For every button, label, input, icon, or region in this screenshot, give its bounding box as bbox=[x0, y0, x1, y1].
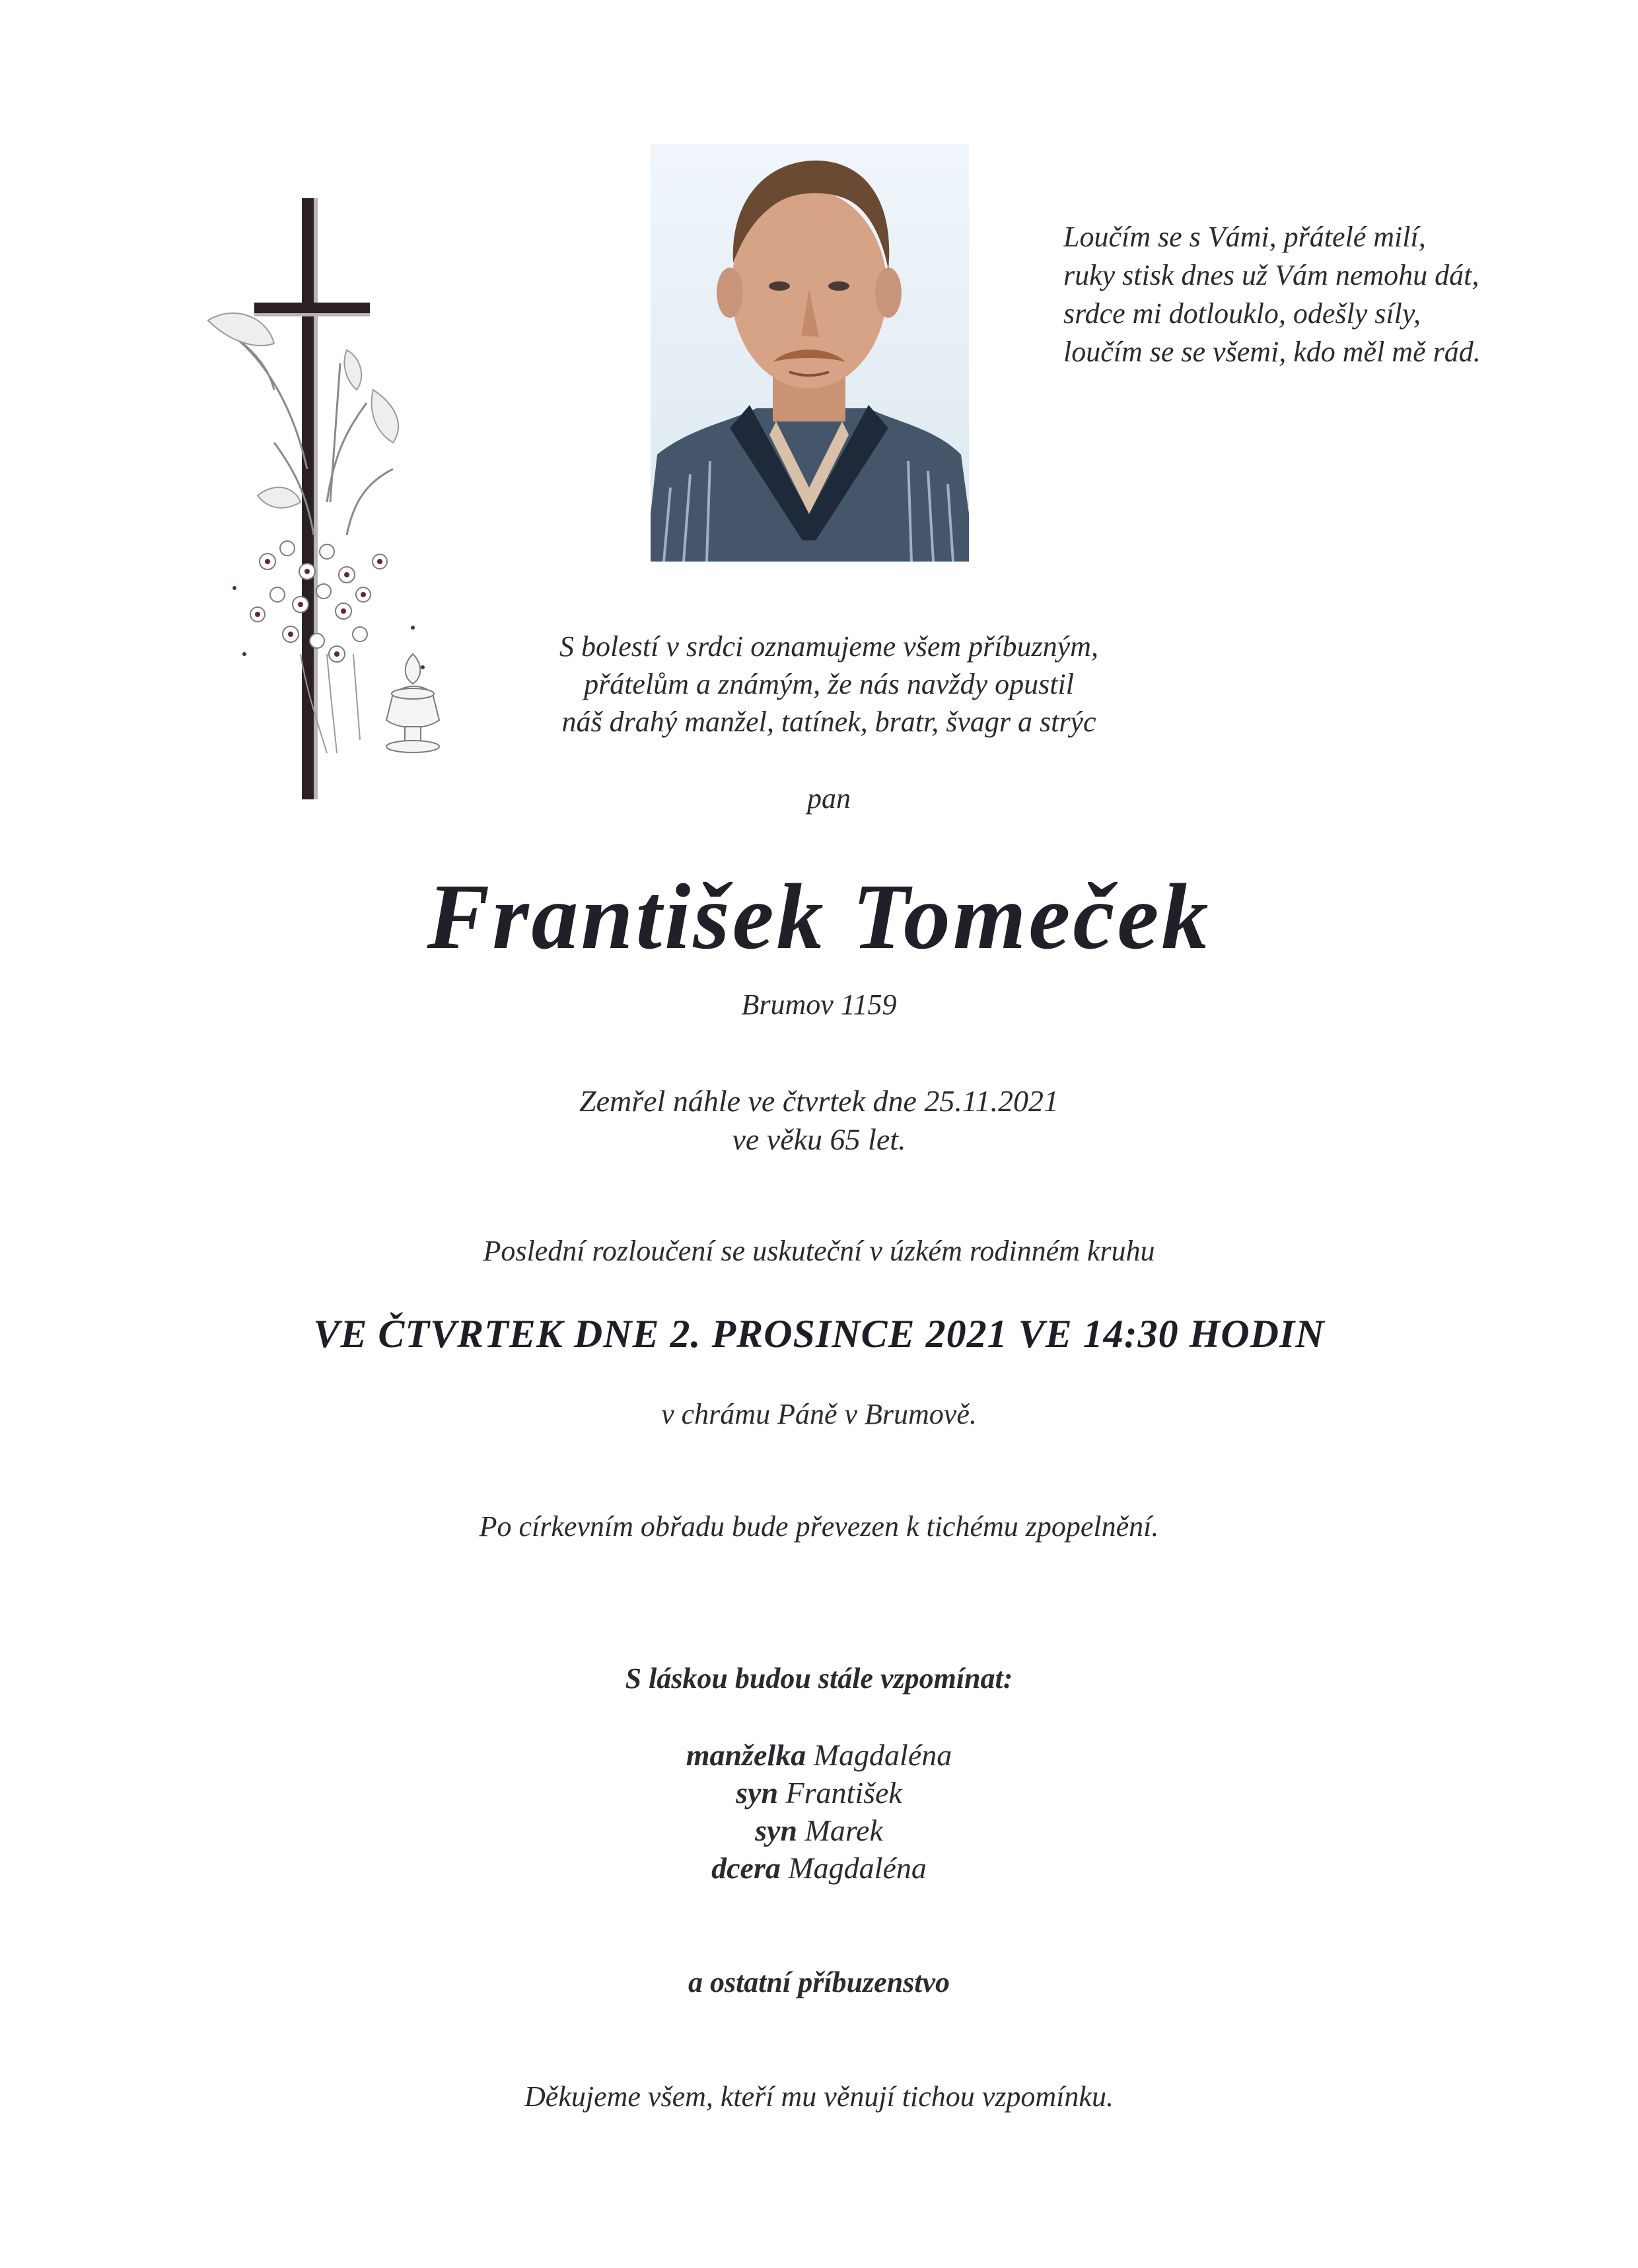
poem-line: srdce mi dotlouklo, odešly síly, bbox=[1063, 297, 1421, 330]
farewell-text: Poslední rozloučení se uskuteční v úzkém rodinném kruhu bbox=[483, 1235, 1155, 1267]
announcement-intro bbox=[343, 628, 1314, 741]
mourner-relation: syn bbox=[736, 1776, 779, 1810]
thanks-note: Děkujeme všem, kteří mu věnují tichou vzpomínku. bbox=[524, 2080, 1114, 2113]
mourners-list bbox=[264, 1736, 1374, 1887]
mourner-name: Magdaléna bbox=[788, 1851, 927, 1885]
other-relatives: a ostatní příbuzenstvo bbox=[688, 1966, 950, 1998]
age-line: ve věku 65 let. bbox=[732, 1122, 906, 1156]
poem-line: loučím se se všemi, kdo měl mě rád. bbox=[1063, 336, 1481, 368]
mourner-name: Marek bbox=[804, 1813, 883, 1847]
mourner-item bbox=[264, 1849, 1374, 1887]
portrait-photo bbox=[651, 144, 969, 562]
death-info bbox=[264, 1082, 1374, 1159]
mourner-name: František bbox=[785, 1776, 902, 1810]
mourner-relation: dcera bbox=[711, 1851, 781, 1885]
mourner-relation: syn bbox=[755, 1813, 798, 1847]
poem-line: ruky stisk dnes už Vám nemohu dát, bbox=[1063, 259, 1479, 291]
death-date-line: Zemřel náhle ve čtvrtek dne 25.11.2021 bbox=[579, 1084, 1059, 1118]
poem bbox=[1063, 218, 1565, 371]
mourner-relation: manželka bbox=[686, 1738, 806, 1772]
funeral-place: v chrámu Páně v Brumově. bbox=[661, 1398, 977, 1430]
funeral-date: VE ČTVRTEK DNE 2. PROSINCE 2021 VE 14:30 HODIN bbox=[313, 1312, 1325, 1356]
address: Brumov 1159 bbox=[741, 988, 897, 1021]
mourner-item bbox=[264, 1811, 1374, 1849]
intro-line: přátelům a známým, že nás navždy opustil bbox=[584, 668, 1074, 700]
deceased-name: František Tomeček bbox=[427, 864, 1211, 969]
intro-line: náš drahý manžel, tatínek, bratr, švagr a strýc bbox=[561, 706, 1096, 738]
ceremony-note: Po církevním obřadu bude převezen k tichému zpopelnění. bbox=[479, 1510, 1159, 1543]
mourner-item bbox=[264, 1774, 1374, 1811]
mourner-name: Magdaléna bbox=[813, 1738, 952, 1772]
honorific: pan bbox=[807, 782, 851, 815]
intro-line: S bolestí v srdci oznamujeme všem příbuzným, bbox=[559, 630, 1098, 663]
mourner-item bbox=[264, 1736, 1374, 1774]
mourners-title: S láskou budou stále vzpomínat: bbox=[625, 1662, 1013, 1695]
poem-line: Loučím se s Vámi, přátelé milí, bbox=[1063, 221, 1426, 253]
